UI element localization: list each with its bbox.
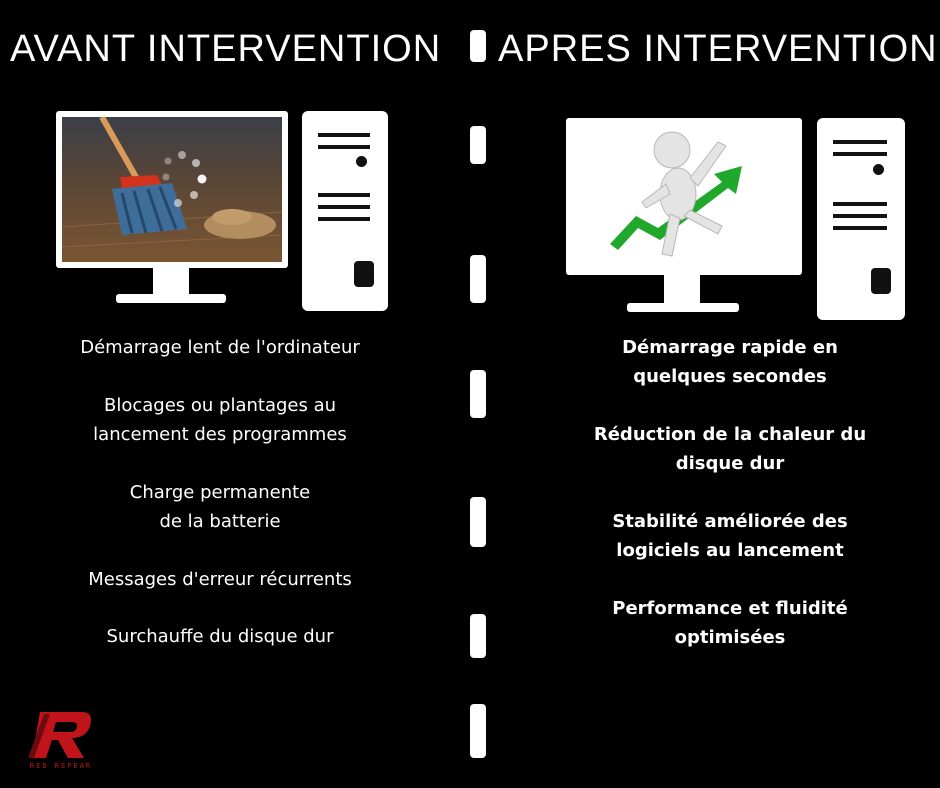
- list-item: Blocages ou plantages au lancement des programmes: [93, 395, 347, 445]
- list-item: Performance et fluidité optimisées: [612, 598, 848, 648]
- monitor: [56, 111, 288, 268]
- growth-image: [572, 124, 796, 269]
- monitor-stand: [153, 268, 189, 296]
- tower: [817, 118, 905, 320]
- divider-dash: [470, 255, 486, 303]
- monitor-base: [116, 294, 226, 303]
- broom-image: [62, 117, 282, 262]
- tower: [302, 111, 388, 311]
- divider-dash: [470, 704, 486, 758]
- list-item: Stabilité améliorée des logiciels au lancement: [612, 511, 848, 561]
- list-item: Messages d'erreur récurrents: [88, 569, 352, 590]
- monitor-base: [627, 303, 739, 312]
- divider-dash: [470, 497, 486, 547]
- list-item: Démarrage rapide en quelques secondes: [622, 337, 838, 387]
- divider-dash: [470, 30, 486, 62]
- list-item: Démarrage lent de l'ordinateur: [80, 337, 360, 358]
- divider-dash: [470, 126, 486, 164]
- monitor: [566, 118, 802, 275]
- after-title: APRES INTERVENTION: [498, 28, 938, 70]
- before-title: AVANT INTERVENTION: [10, 28, 442, 70]
- monitor-stand: [664, 275, 700, 305]
- list-item: Réduction de la chaleur du disque dur: [593, 424, 867, 474]
- list-item: Surchauffe du disque dur: [106, 626, 334, 647]
- logo-text: RED REPEAR: [29, 762, 93, 770]
- divider-dash: [470, 370, 486, 418]
- divider-dash: [470, 614, 486, 658]
- list-item: Charge permanente de la batterie: [129, 482, 311, 532]
